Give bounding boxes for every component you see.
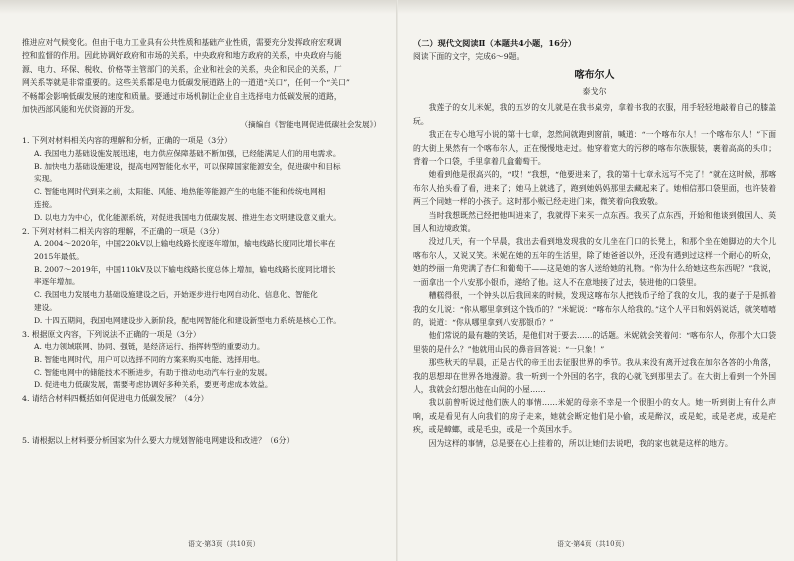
option: 2015年最低。 (34, 251, 84, 261)
option: D. 促进电力低碳发展，需要考虑协调好多种关系，要更考虑成本效益。 (34, 380, 273, 390)
passage-body (413, 101, 776, 450)
option: A. 电力领域联网、协同、强链，是经济运行、指挥转型的重要动力。 (34, 342, 265, 352)
question-1 (22, 134, 381, 224)
question-stem: 3. 根据原文内容，下列说法不正确的一项是（3分） (22, 329, 201, 339)
intro-text (22, 36, 381, 116)
paragraph: 我正在专心地写小说的第十七章，忽然间就跑到窗前，喊道：“一个喀布尔人！一个喀布尔人！”下面的大街上果然有一个喀布尔人，正在慢慢地走过。他穿着宽大的污秽的喀布尔族服装，裹着高高的头巾；背着一个口袋，手里拿着几盒葡萄干。 (413, 130, 776, 167)
paragraph: 当时我想既然已经把他叫进来了，我就得下来买一点东西。我买了点东西，开始和他谈到俄国人、英国人和边境政策。 (413, 210, 776, 234)
option: B. 智能电网时代，用户可以选择不同的方案来购买电能、选择用电。 (34, 354, 265, 364)
passage-author: 泰戈尔 (582, 87, 607, 97)
option: D. 十四五期间，我国电网建设步入新阶段，配电网智能化和建设新型电力系统是核心工作。 (34, 315, 341, 325)
paragraph: 没过几天，有一个早晨，我出去看到地发现我的女儿坐在门口的长凳上，和那个坐在她脚边的大个儿喀布尔人，又说又笑。米妮在她的五年的生活里，除了她爸爸以外，还没有遇到过这样一个耐心的听众，她的纱丽一角兜满了杏仁和葡萄干——这是她的客人送给她的礼物。“你为什么给她这些东西呢？”我说，一面拿出一个八安那小银币，递给了他。这人不在意地接了过去，装进他的口袋里。 (413, 237, 776, 287)
paragraph: 我以前曾听说过他们族人的事情……米妮的母亲不幸是一个很胆小的女人。她一听到街上有什么声响，或是看见有人向我们的房子走来，她就会断定他们是小偷，或是醉汉，或是蛇，或是老虎，或是疟疾，或是蟑螂，或是毛虫，或是一个英国水手。 (413, 398, 776, 435)
option: 实现。 (34, 174, 57, 184)
source-citation: （摘编自《智能电网促进低碳社会发展》） (240, 120, 381, 130)
option: B. 2007～2019年，中国110kV及以下输电线路长度总体上增加，输电线路长度同比增长 (34, 264, 336, 274)
intro-line: 源、电力、环保、税收、价格等主管部门的关系，企业和社会的关系，央企和民企的关系，厂 (22, 64, 342, 74)
passage-title: 喀布尔人 (574, 70, 615, 82)
question-stem: 1. 下列对材料相关内容的理解和分析，正确的一项是（3分） (22, 136, 232, 146)
paragraph: 那些秋天的早晨，正是古代的帝王出去征服世界的季节。我从来没有离开过我在加尔各答的小角落，我的思想却在世界各地漫游。我一听到一个外国的名字，我的心就飞到那里去了。在大街上看到一个外国人，我就会幻想出他在山间的小屋…… (413, 358, 776, 394)
intro-line: 加快西部风能和光伏资源的开发。 (22, 105, 139, 115)
page-footer: 语文·第3页（共10页） (188, 540, 260, 548)
answer-space (22, 406, 381, 434)
intro-line: 不畅都会影响低碳发展的速度和质量。要通过市场机制让企业自主选择电力低碳发展的道路， (22, 91, 342, 101)
option: A. 我国电力基础设施发展迅速，电力供应保障基础不断加强，已经能满足人们的用电需求。 (34, 148, 341, 158)
paragraph: 我莲子的女儿米妮，我的五岁的女儿就是在我书桌旁，拿着书我的衣服，用手轻轻地敲着自己的膝盖玩。 (413, 103, 776, 126)
question-2 (22, 225, 381, 328)
option: C. 智能电网时代到来之前，太阳能、风能、地热能等能源产生的电能不能和传统电网相 (34, 187, 326, 197)
option: C. 智能电网中的储能技术不断进步，有助于推动电动汽车行业的发展。 (34, 367, 273, 377)
option: 建设。 (34, 303, 57, 313)
question-stem: 2. 下列对材料二相关内容的理解，不正确的一项是（3分） (22, 226, 225, 236)
question-4: 4. 请结合材料四概括如何促进电力低碳发展？（4分） (22, 394, 209, 404)
intro-line: 推进应对气候变化。但由于电力工业具有公共性质和基础产业性质，需要充分发挥政府宏观调 (22, 38, 342, 47)
paragraph: 因为这样的事情，总是要在心上挂着的，所以让她们去说吧，我的家也就是这样的地方。 (428, 438, 733, 448)
option: D. 以电力为中心，优化能源系统，对促进我国电力低碳发展、推进生态文明建设意义重大。 (34, 212, 341, 222)
option: B. 加快电力基础设施建设，提高电网智能化水平，可以保障国家能源安全，促进碳中和目标 (34, 161, 341, 171)
page-footer: 语文·第4页（共10页） (557, 540, 629, 548)
section-heading: （二）现代文阅读Ⅱ（本题共4小题，16分） (413, 38, 577, 48)
page-4 (397, 0, 794, 561)
option: 连接。 (34, 200, 57, 210)
question-5: 5. 请根据以上材料要分析国家为什么要大力规划智能电网建设和改进？（6分） (22, 435, 295, 445)
instruction: 阅读下面的文字，完成6～9题。 (413, 52, 525, 61)
option: C. 我国电力发展电力基础设施建设之后，开始逐步进行电网自动化、信息化、智能化 (34, 290, 318, 300)
intro-line: 网关系等就是非常重要的。这些关系都是电力低碳发展道路上的一道道“关口”，任何一个“关口” (22, 78, 350, 88)
question-3 (22, 328, 381, 393)
paragraph: 她看到他是很高兴的，“哎！”我想，“他要进来了，我的第十七章永远写不完了！”就在这时候，那喀布尔人抬头看了看，进来了；她马上就逃了，跑到她妈妈那里去藏起来了。她相信那口袋里面，也许装着两三个同她一样的小孩子。这时那小贩已经走进门来，微笑着向我致敬。 (413, 170, 776, 207)
option: A. 2004～2020年，中国220kV以上输电线路长度逐年增加，输电线路长度同比增长率在 (34, 239, 336, 249)
paragraph: 他们常说的最有趣的笑话，是他们对于要去……的话题。米妮就会笑着问：“喀布尔人，你那个大口袋里装的是什么？”他就用山民的鼻音回答说：“一只象！” (413, 331, 776, 354)
option: 率逐年增加。 (34, 277, 80, 287)
intro-line: 控和监督的作用。因此协调好政府和市场的关系，中央政府和地方政府的关系，中央政府与能 (22, 51, 342, 61)
paragraph: 糟糕得很，一个钟头以后我回来的时候，发现这喀布尔人把钱币子给了我的女儿，我的妻子于是抓着我的女儿说：“你从哪里拿到这个钱币的？”米妮说：“喀布尔人给我的。”这个人平日和妈妈说话，就笑嘻嘻的，说道：“你从哪里拿到八安那银币？” (413, 291, 776, 327)
